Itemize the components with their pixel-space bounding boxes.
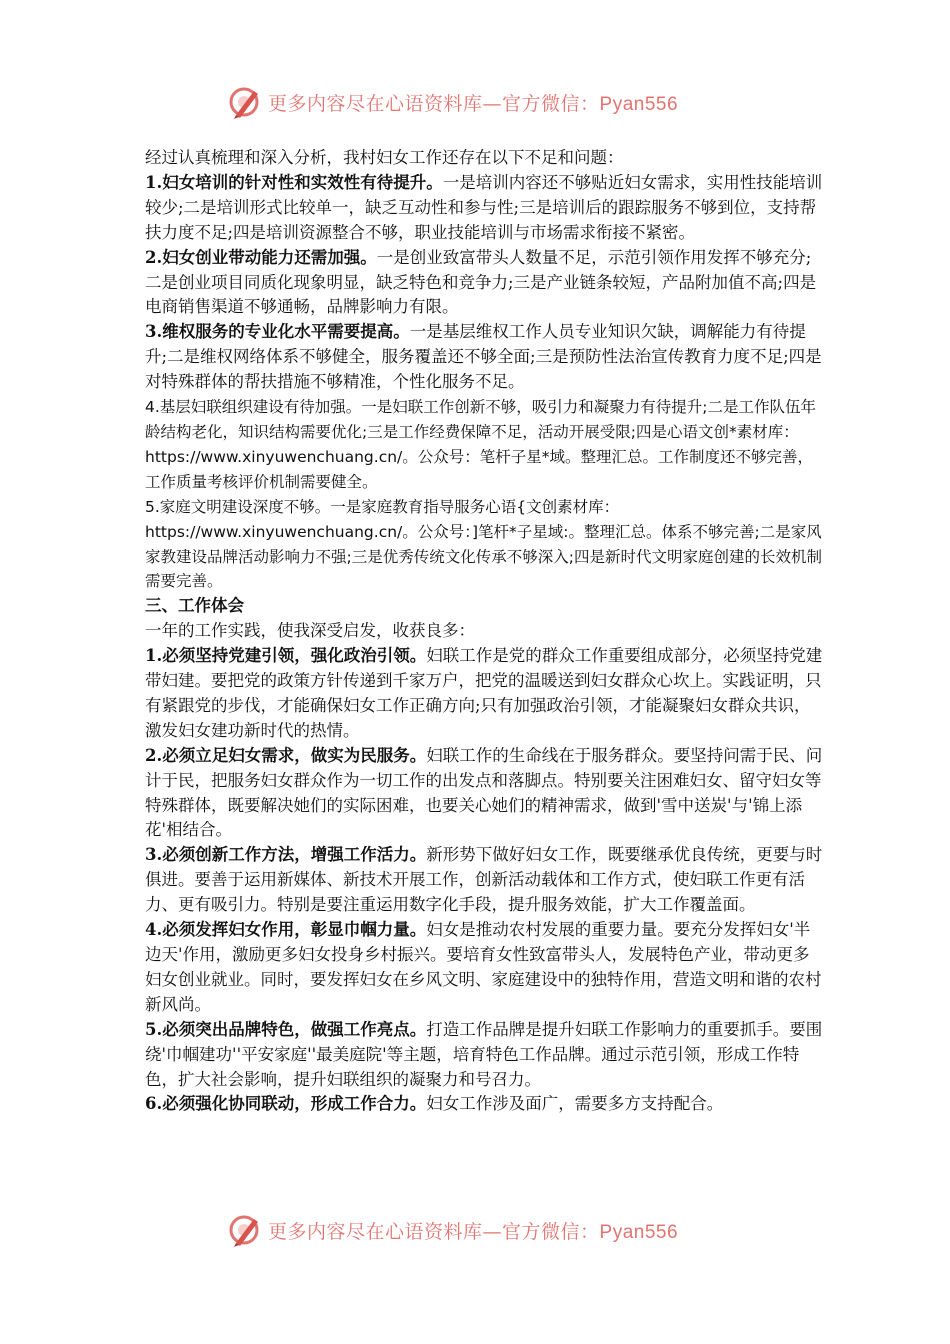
paragraph: 3.必须创新工作方法，增强工作活力。新形势下做好妇女工作，既要继承优良传统，更要与时俱进。要善于运用新媒体、新技术开展工作，创新活动载体和工作方式，使妇联工作更有活力、更有吸引力。特别是要注重运用数字化手段，提升服务效能，扩大工作覆盖面。 xyxy=(145,845,823,915)
paragraph: 5.家庭文明建设深度不够。一是家庭教育指导服务心语{文创素材库：https://www.xinyuwenchuang.cn/。公众号：]笔杆*子星域:。整理汇总。体系不够完善;二是家风家教建设品牌活动影响力不强;三是优秀传统文化传承不够深入;四是新时代文明家庭创建的长效机制需要完善。 xyxy=(145,497,822,591)
paragraph: 1.妇女培训的针对性和实效性有待提升。一是培训内容还不够贴近妇女需求，实用性技能培训较少;二是培训形式比较单一，缺乏互动性和参与性;三是培训后的跟踪服务不够到位，支持帮扶力度不足;四是培训资源整合不够，职业技能培训与市场需求衔接不紧密。 xyxy=(145,172,823,242)
header-watermark xyxy=(228,82,728,122)
paragraph: 2.必须立足妇女需求，做实为民服务。妇联工作的生命线在于服务群众。要坚持问需于民、问计于民，把服务妇女群众作为一切工作的出发点和落脚点。特别要关注困难妇女、留守妇女等特殊群体，既要解决她们的实际困难，也要关心她们的精神需求，做到'雪中送炭'与'锦上添花'相结合。 xyxy=(145,745,823,840)
paragraph: 6.必须强化协同联动，形成工作合力。妇女工作涉及面广，需要多方支持配合。 xyxy=(145,1094,724,1114)
document-body xyxy=(145,146,825,1117)
header-watermark-text: 更多内容尽在心语资料库—官方微信：Pyan556 xyxy=(268,92,679,115)
paragraph: 4.必须发挥妇女作用，彰显巾帼力量。妇女是推动农村发展的重要力量。要充分发挥妇女'半边天'作用，激励更多妇女投身乡村振兴。要培育女性致富带头人，发展特色产业，带动更多妇女创业就业。同时，要发挥妇女在乡风文明、家庭建设中的独特作用，营造文明和谐的农村新风尚。 xyxy=(145,920,822,1014)
section-heading: 三、工作体会 xyxy=(145,596,244,616)
paragraph: 3.维权服务的专业化水平需要提高。一是基层维权工作人员专业知识欠缺，调解能力有待提升;二是维权网络体系不够健全，服务覆盖还不够全面;三是预防性法治宣传教育力度不足;四是对特殊群体的帮扶措施不够精准，个性化服务不足。 xyxy=(145,322,822,392)
paragraph: 经过认真梳理和深入分析，我村妇女工作还存在以下不足和问题： xyxy=(145,148,624,167)
paragraph: 一年的工作实践，使我深受启发，收获良多： xyxy=(145,621,475,641)
paragraph: 4.基层妇联组织建设有待加强。一是妇联工作创新不够，吸引力和凝聚力有待提升;二是工作队伍年龄结构老化，知识结构需要优化;三是工作经费保障不足，活动开展受限;四是心语文创*素材库：https://www.xinyuwenchuang.cn/。公众号：笔杆子星*域。整理汇总。工作制度还不够完善，工作质量考核评价机制需要健全。 xyxy=(145,398,817,491)
paragraph: 1.必须坚持党建引领，强化政治引领。妇联工作是党的群众工作重要组成部分，必须坚持党建带妇建。要把党的政策方针传递到千家万户，把党的温暖送到妇女群众心坎上。实践证明，只有紧跟党的步伐，才能确保妇女工作正确方向;只有加强政治引领，才能凝聚妇女群众共识，激发妇女建功新时代的热情。 xyxy=(145,646,823,740)
pen-logo-icon xyxy=(228,85,262,119)
pen-logo-icon xyxy=(228,1213,262,1247)
paragraph: 5.必须突出品牌特色，做强工作亮点。打造工作品牌是提升妇联工作影响力的重要抓手。要围绕'巾帼建功''平安家庭''最美庭院'等主题，培育特色工作品牌。通过示范引领，形成工作特色，扩大社会影响，提升妇联组织的凝聚力和号召力。 xyxy=(145,1019,823,1089)
footer-watermark xyxy=(228,1210,728,1250)
footer-watermark-text: 更多内容尽在心语资料库—官方微信：Pyan556 xyxy=(268,1220,679,1243)
paragraph: 2.妇女创业带动能力还需加强。一是创业致富带头人数量不足，示范引领作用发挥不够充分;二是创业项目同质化现象明显，缺乏特色和竞争力;三是产业链条较短，产品附加值不高;四是电商销售渠道不够通畅，品牌影响力有限。 xyxy=(145,247,817,317)
